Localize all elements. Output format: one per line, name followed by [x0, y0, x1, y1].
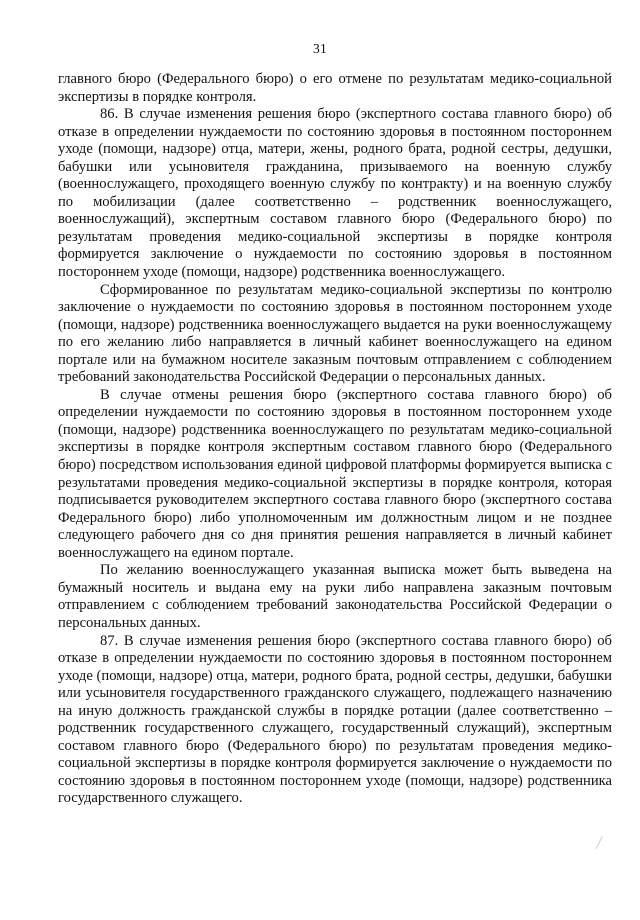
document-body [58, 71, 612, 808]
scan-edge-mark [595, 836, 611, 854]
paragraph-paper-copy: По желанию военнослужащего указанная выписка может быть выведена на бумажный носитель и выдана ему на руки либо направлена заказным почтовым отправлением с соблюдением требований законодательства Российской Федерации о персональных данных. [58, 562, 612, 631]
page-number: 31 [313, 41, 327, 56]
paragraph-86: 86. В случае изменения решения бюро (экспертного состава главного бюро) об отказе в определении нуждаемости по состоянию здоровья в постоянном постороннем уходе (помощи, надзоре) отца, матери, жены, родного брата, родной сестры, дедушки, бабушки или усыновителя гражданина, призываемого на военную службу (военнослужащего, проходящего военную службу по контракту) и на военную службу по мобилизации (далее соответственно – родственник военнослужащего, военнослужащий), экспертным составом главного бюро (Федерального бюро) по результатам проведения медико-социальной экспертизы в порядке контроля формируется заключение о нуждаемости по состоянию здоровья в постоянном постороннем уходе (помощи, надзоре) родственника военнослужащего. [58, 106, 612, 281]
paragraph-conclusion-delivery: Сформированное по результатам медико-социальной экспертизы по контролю заключение о нуждаемости по состоянию здоровья в постоянном постороннем уходе (помощи, надзоре) родственника военнослужащего выдается на руки военнослужащему по его желанию либо направляется в личный кабинет военнослужащего на едином портале или на бумажном носителе заказным почтовым отправлением с соблюдением требований законодательства Российской Федерации о персональных данных. [58, 281, 612, 386]
paragraph-decision-cancellation: В случае отмены решения бюро (экспертного состава главного бюро) об определении нуждаемости по состоянию здоровья в постоянном постороннем уходе (помощи, надзоре) родственника военнослужащего по результатам медико-социальной экспертизы в порядке контроля экспертным составом главного бюро (Федерального бюро) посредством использования единой цифровой платформы формируется выписка с результатами проведения медико-социальной экспертизы в порядке контроля, которая подписывается руководителем экспертного состава главного бюро (экспертного состава Федерального бюро) либо уполномоченным им должностным лицом и не позднее следующего рабочего дня со дня принятия решения направляется в личный кабинет военнослужащего на едином портале. [58, 386, 612, 561]
paragraph-continuation: главного бюро (Федерального бюро) о его отмене по результатам медико-социальной экспертизы в порядке контроля. [58, 71, 612, 105]
paragraph-87: 87. В случае изменения решения бюро (экспертного состава главного бюро) об отказе в определении нуждаемости по состоянию здоровья в постоянном постороннем уходе (помощи, надзоре) отца, матери, родного брата, родной сестры, дедушки, бабушки или усыновителя государственного гражданского служащего, подлежащего назначению на иную должность гражданской службы в порядке ротации (далее соответственно – родственник государственного служащего, государственный служащий), экспертным составом главного бюро (Федерального бюро) по результатам проведения медико-социальной экспертизы в порядке контроля формируется заключение о нуждаемости по состоянию здоровья в постоянном постороннем уходе (помощи, надзоре) родственника государственного служащего. [58, 632, 612, 807]
